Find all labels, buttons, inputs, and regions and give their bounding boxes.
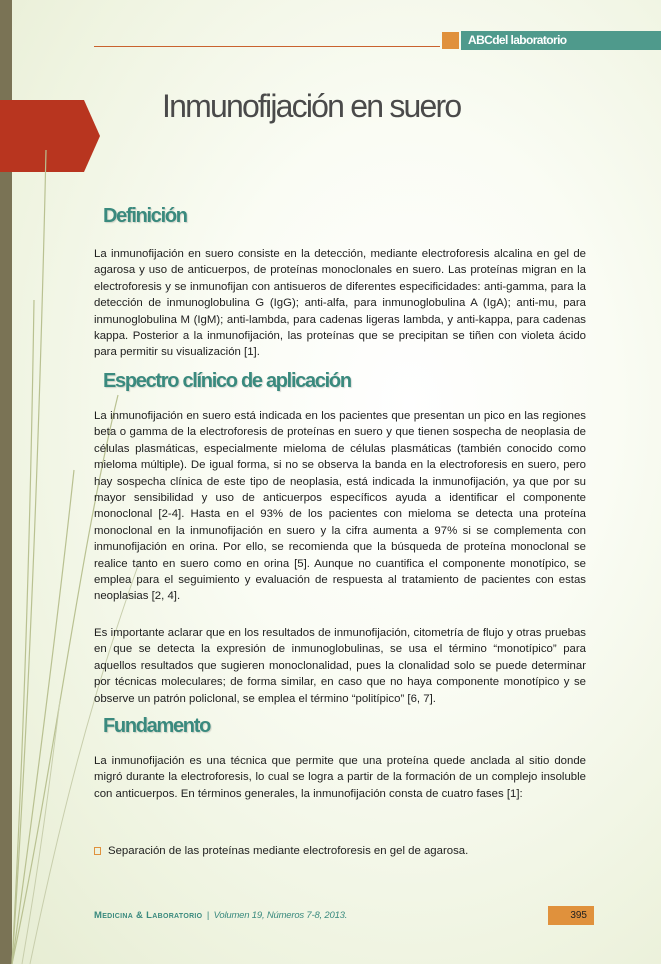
page-title: Inmunofijación en suero	[162, 88, 461, 124]
paragraph-fundamento: La inmunofijación es una técnica que permite que una proteína quede anclada al sitio donde migró durante la electroforesis, lo cual se logra a partir de la formación de un complejo insoluble con anticuerpos. En términos generales, la inmunofijación consta de cuatro fases [1]:	[94, 755, 586, 800]
footer-journal: Medicina & Laboratorio	[94, 910, 203, 921]
side-tab-decoration	[0, 100, 100, 172]
header-rule	[94, 46, 440, 47]
list-item-text: Separación de las proteínas mediante electroforesis en gel de agarosa.	[108, 845, 469, 857]
paragraph-espectro-clinico-1: La inmunofijación en suero está indicada en los pacientes que presentan un pico en las regiones beta o gamma de la electroforesis de proteínas en suero y que tienen sospecha de neoplasia de células plasmáticas, especialmente mieloma de células plasmáticas (también conocido como mieloma múltiple). De igual forma, si no se observa la banda en la electroforesis en suero, pero hay sospecha clínica de este tipo de neoplasia, está indicada la inmunofijación, ya que por su mayor sensibilidad y uso de anticuerpos específicos ayuda a identificar el componente monoclonal [2-4]. Hasta en el 93% de los pacientes con mieloma se detecta una proteína monoclonal en la inmunofijación en suero y la cifra aumenta a 97% si se complementa con inmunofijación en orina. Por ello, se recomienda que la búsqueda de proteína monoclonal se realice tanto en suero como en orina [5]. Aunque no cuantifica el componente monotípico, se emplea para el seguimiento y evaluación de respuesta al tratamiento de pacientes con estas neoplasias [2, 4].	[94, 410, 586, 603]
paragraph-espectro-clinico-2: Es importante aclarar que en los resultados de inmunofijación, citometría de flujo y otras pruebas en que se detecta la expresión de inmunoglobulinas, se usa el término “monotípico” para aquellos resultados que sugieren monoclonalidad, pues la clonalidad solo se puede determinar por técnicas moleculares; de forma similar, en caso que no haya componente monotípico y se observe un patrón policlonal, se emplea el término “politípico” [6, 7].	[94, 627, 586, 705]
footer-volume: Volumen 19, Números 7-8, 2013.	[213, 910, 348, 921]
square-bullet-icon	[94, 847, 101, 855]
footer-separator: |	[206, 910, 210, 921]
page-number: 395	[548, 906, 594, 925]
footer	[94, 910, 347, 921]
heading-espectro-clinico: Espectro clínico de aplicación	[103, 370, 351, 392]
heading-fundamento: Fundamento	[103, 715, 210, 737]
paragraph-definicion: La inmunofijación en suero consiste en la detección, mediante electroforesis alcalina en gel de agarosa y uso de anticuerpos, de proteínas monoclonales en suero. Las proteínas migran en la electroforesis y se inmunofijan con antisueros de diferentes especificidades: anti-gamma, para la detección de inmunoglobulina G (IgG); anti-alfa, para inmunoglobulina A (IgA); anti-mu, para inmunoglobulina M (IgM); anti-lambda, para cadenas ligeras lambda, y anti-kappa, para cadenas kappa. Posterior a la inmunofijación, las proteínas que se precipitan se tiñen con violeta ácido para permitir su visualización [1].	[94, 248, 586, 359]
header-square-decoration	[442, 32, 459, 49]
section-banner: ABCdel laboratorio	[461, 31, 661, 50]
list-item	[94, 843, 586, 859]
heading-definicion: Definición	[103, 205, 187, 227]
